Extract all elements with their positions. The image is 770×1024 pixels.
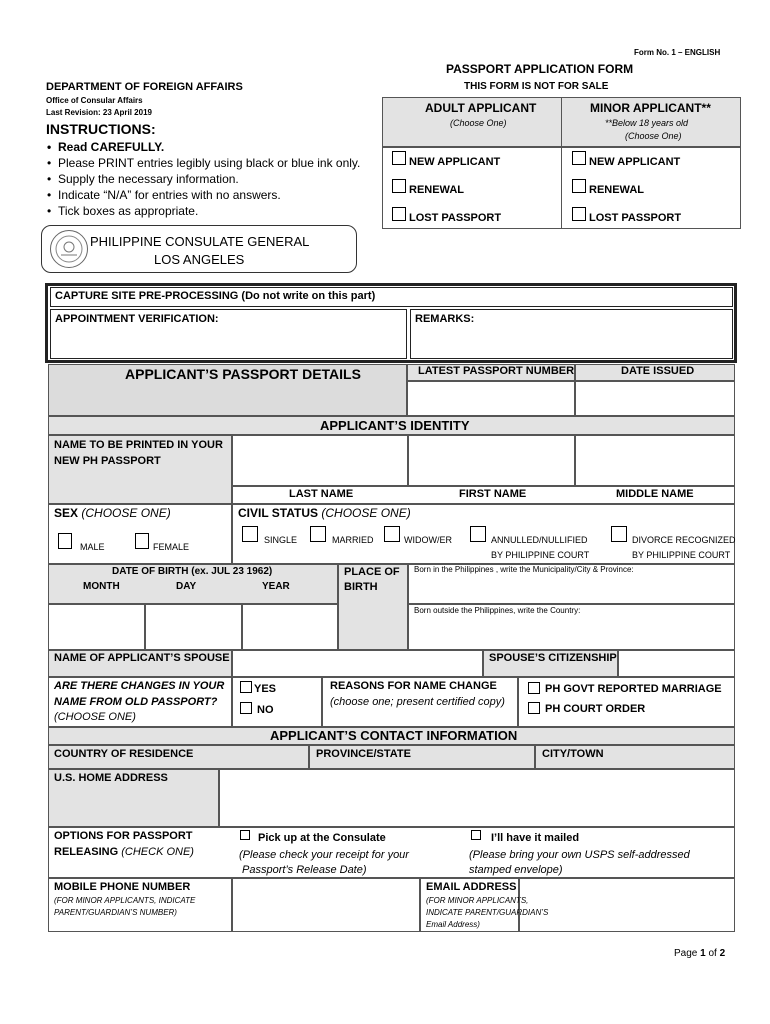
married-checkbox[interactable] [310,526,326,542]
form-title: PASSPORT APPLICATION FORM [446,62,634,76]
instructions-title: INSTRUCTIONS: [46,121,156,137]
office-name: Office of Consular Affairs [46,96,143,105]
mobile-phone-field[interactable] [232,878,420,932]
minor-lost-checkbox[interactable] [572,207,586,221]
date-issued-field[interactable] [575,381,735,416]
dob-day-field[interactable] [145,604,242,650]
widow-checkbox[interactable] [384,526,400,542]
dob-label: DATE OF BIRTH (ex. JUL 23 1962) [112,566,273,577]
annulled-checkbox[interactable] [470,526,486,542]
instruction-item: • Please PRINT entries legibly using black or blue ink only. [58,155,360,171]
contact-title: APPLICANT’S CONTACT INFORMATION [270,728,518,743]
last-name-field[interactable] [232,435,408,486]
identity-title: APPLICANT’S IDENTITY [320,418,470,433]
mail-checkbox[interactable] [471,830,481,840]
instruction-item: • Read CAREFULLY. [58,139,360,155]
consulate-box [41,225,357,273]
page-number: Page 1 of 2 [674,948,726,959]
dob-year-field[interactable] [242,604,338,650]
spouse-citizenship-field[interactable] [618,650,735,677]
instruction-item: • Tick boxes as appropriate. [58,203,360,219]
adult-lost-checkbox[interactable] [392,207,406,221]
capture-title: CAPTURE SITE PRE-PROCESSING (Do not write on this part) [55,290,376,302]
instructions-list [46,139,360,219]
ph-govt-marriage-checkbox[interactable] [528,682,540,694]
name-change-yes-checkbox[interactable] [240,681,252,693]
divorce-checkbox[interactable] [611,526,627,542]
male-checkbox[interactable] [58,533,72,549]
last-revision: Last Revision: 23 April 2019 [46,108,152,117]
consulate-seal-icon [50,230,88,268]
first-name-field[interactable] [408,435,575,486]
home-address-field[interactable] [219,769,735,827]
female-checkbox[interactable] [135,533,149,549]
form-number: Form No. 1 – ENGLISH [634,48,721,57]
minor-new-checkbox[interactable] [572,151,586,165]
department-name: DEPARTMENT OF FOREIGN AFFAIRS [46,81,243,93]
not-for-sale: THIS FORM IS NOT FOR SALE [464,81,609,92]
adult-new-checkbox[interactable] [392,151,406,165]
adult-applicant-title: ADULT APPLICANT [425,101,537,115]
passport-details-title: APPLICANT’S PASSPORT DETAILS [125,366,361,382]
email-address-field[interactable] [519,878,735,932]
consulate-city: LOS ANGELES [154,252,245,267]
minor-applicant-title: MINOR APPLICANT** [590,101,711,115]
name-label: NAME TO BE PRINTED IN YOUR NEW PH PASSPORT [54,439,223,467]
spouse-name-field[interactable] [232,650,483,677]
consulate-name: PHILIPPINE CONSULATE GENERAL [90,234,310,249]
minor-renewal-checkbox[interactable] [572,179,586,193]
ph-court-order-checkbox[interactable] [528,702,540,714]
middle-name-field[interactable] [575,435,735,486]
adult-renewal-checkbox[interactable] [392,179,406,193]
dob-month-field[interactable] [48,604,145,650]
single-checkbox[interactable] [242,526,258,542]
instruction-item: • Indicate “N/A” for entries with no answers. [58,187,360,203]
pickup-checkbox[interactable] [240,830,250,840]
latest-passport-number-field[interactable] [407,381,575,416]
name-change-no-checkbox[interactable] [240,702,252,714]
instruction-item: • Supply the necessary information. [58,171,360,187]
